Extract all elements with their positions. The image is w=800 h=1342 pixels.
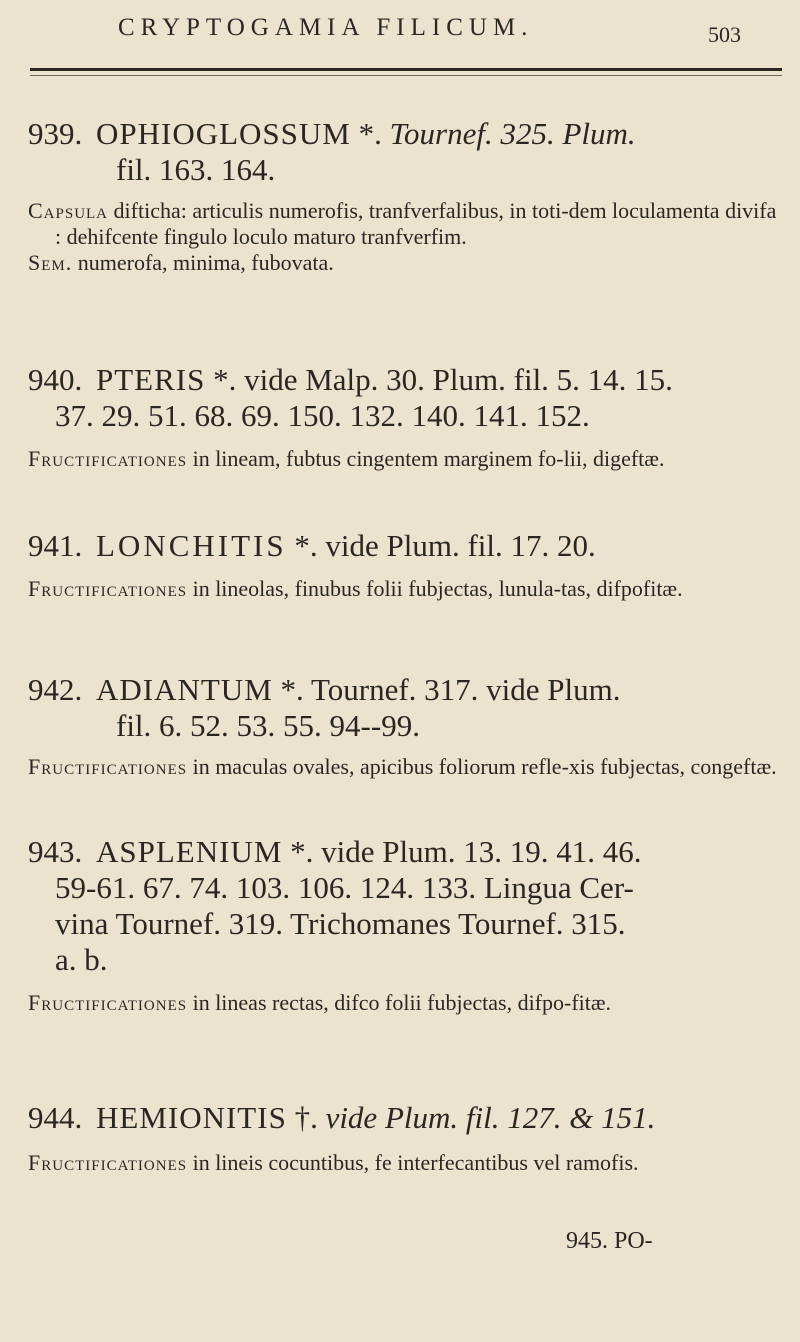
entry-mark: *.: [358, 116, 382, 151]
reference: vide Plum. 13. 19. 41. 46.: [321, 834, 642, 869]
genus-name: ADIANTUM: [96, 672, 273, 707]
entry-heading: [28, 362, 780, 398]
genus-name: LONCHITIS: [96, 528, 287, 563]
reference-cont: fil. 163. 164.: [116, 152, 276, 187]
entry-942: [28, 672, 780, 780]
desc-text: in lineolas, finubus folii fubjectas, lunula-tas, difpofitæ.: [192, 576, 683, 601]
entry-heading: [28, 834, 780, 870]
description: [28, 754, 780, 780]
entry-939: [28, 116, 780, 276]
desc-label: Fructificationes: [28, 576, 188, 601]
header-rule: [30, 68, 782, 76]
desc-text: in lineis cocuntibus, fe interfecantibus vel ramofis.: [192, 1150, 639, 1175]
description: [28, 576, 780, 602]
genus-name: PTERIS: [96, 362, 206, 397]
description: [28, 250, 780, 276]
entry-number: 940.: [28, 362, 83, 397]
entry-mark: *.: [294, 528, 318, 563]
catchword: 945. PO-: [566, 1228, 653, 1254]
desc-text: difticha: articulis numerofis, tranfverfalibus, in toti-dem loculamenta divifa : dehifcente fingulo loculo maturo tranfverfim.: [55, 198, 777, 249]
reference: vide Plum. fil. 127. & 151.: [325, 1100, 656, 1135]
entry-heading: [28, 672, 780, 708]
desc-label: Fructificationes: [28, 990, 188, 1015]
entry-number: 939.: [28, 116, 83, 151]
reference: Tournef. 325. Plum.: [389, 116, 636, 151]
desc-text: in lineas rectas, difco folii fubjectas, difpo-fitæ.: [192, 990, 612, 1015]
description: [28, 1150, 780, 1176]
entry-number: 941.: [28, 528, 83, 563]
entry-heading: [28, 528, 780, 564]
desc-text: in lineam, fubtus cingentem marginem fo-lii, digeftæ.: [192, 446, 665, 471]
entry-heading: [28, 1100, 780, 1136]
entry-943: [28, 834, 780, 1016]
running-title: CRYPTOGAMIA FILICUM.: [118, 14, 534, 41]
desc-text: in maculas ovales, apicibus foliorum refle-xis fubjectas, congeftæ.: [192, 754, 777, 779]
entry-mark: *.: [213, 362, 237, 397]
reference: Tournef. 317. vide Plum.: [310, 672, 621, 707]
running-head: [0, 8, 800, 48]
desc-label: Fructificationes: [28, 1150, 188, 1175]
desc-text: numerofa, minima, fubovata.: [77, 250, 334, 275]
desc-label: Sem.: [28, 250, 73, 275]
reference-cont: 37. 29. 51. 68. 69. 150. 132. 140. 141. 152.: [55, 398, 590, 433]
entry-number: 942.: [28, 672, 83, 707]
entry-944: [28, 1100, 780, 1176]
desc-label: Fructificationes: [28, 446, 188, 471]
entry-mark: *.: [290, 834, 314, 869]
genus-name: ASPLENIUM: [96, 834, 283, 869]
entry-number: 944.: [28, 1100, 83, 1135]
reference-cont: fil. 6. 52. 53. 55. 94--99.: [116, 708, 420, 743]
reference-cont: vina Tournef. 319. Trichomanes Tournef. 315.: [55, 906, 626, 941]
entry-941: [28, 528, 780, 602]
entry-number: 943.: [28, 834, 83, 869]
entry-heading: [28, 116, 780, 152]
entry-940: [28, 362, 780, 472]
genus-name: OPHIOGLOSSUM: [96, 116, 351, 151]
entry-mark: *.: [280, 672, 304, 707]
reference-cont: 59-61. 67. 74. 103. 106. 124. 133. Lingua Cer-: [55, 870, 634, 905]
reference-cont: a. b.: [55, 942, 108, 977]
desc-label: Capsula: [28, 198, 109, 223]
description: [28, 198, 780, 250]
page-number: 503: [708, 22, 741, 47]
reference: vide Malp. 30. Plum. fil. 5. 14. 15.: [244, 362, 673, 397]
reference: vide Plum. fil. 17. 20.: [325, 528, 596, 563]
description: [28, 990, 780, 1016]
desc-label: Fructificationes: [28, 754, 188, 779]
description: [28, 446, 780, 472]
entry-mark: †.: [294, 1100, 318, 1135]
genus-name: HEMIONITIS: [96, 1100, 287, 1135]
